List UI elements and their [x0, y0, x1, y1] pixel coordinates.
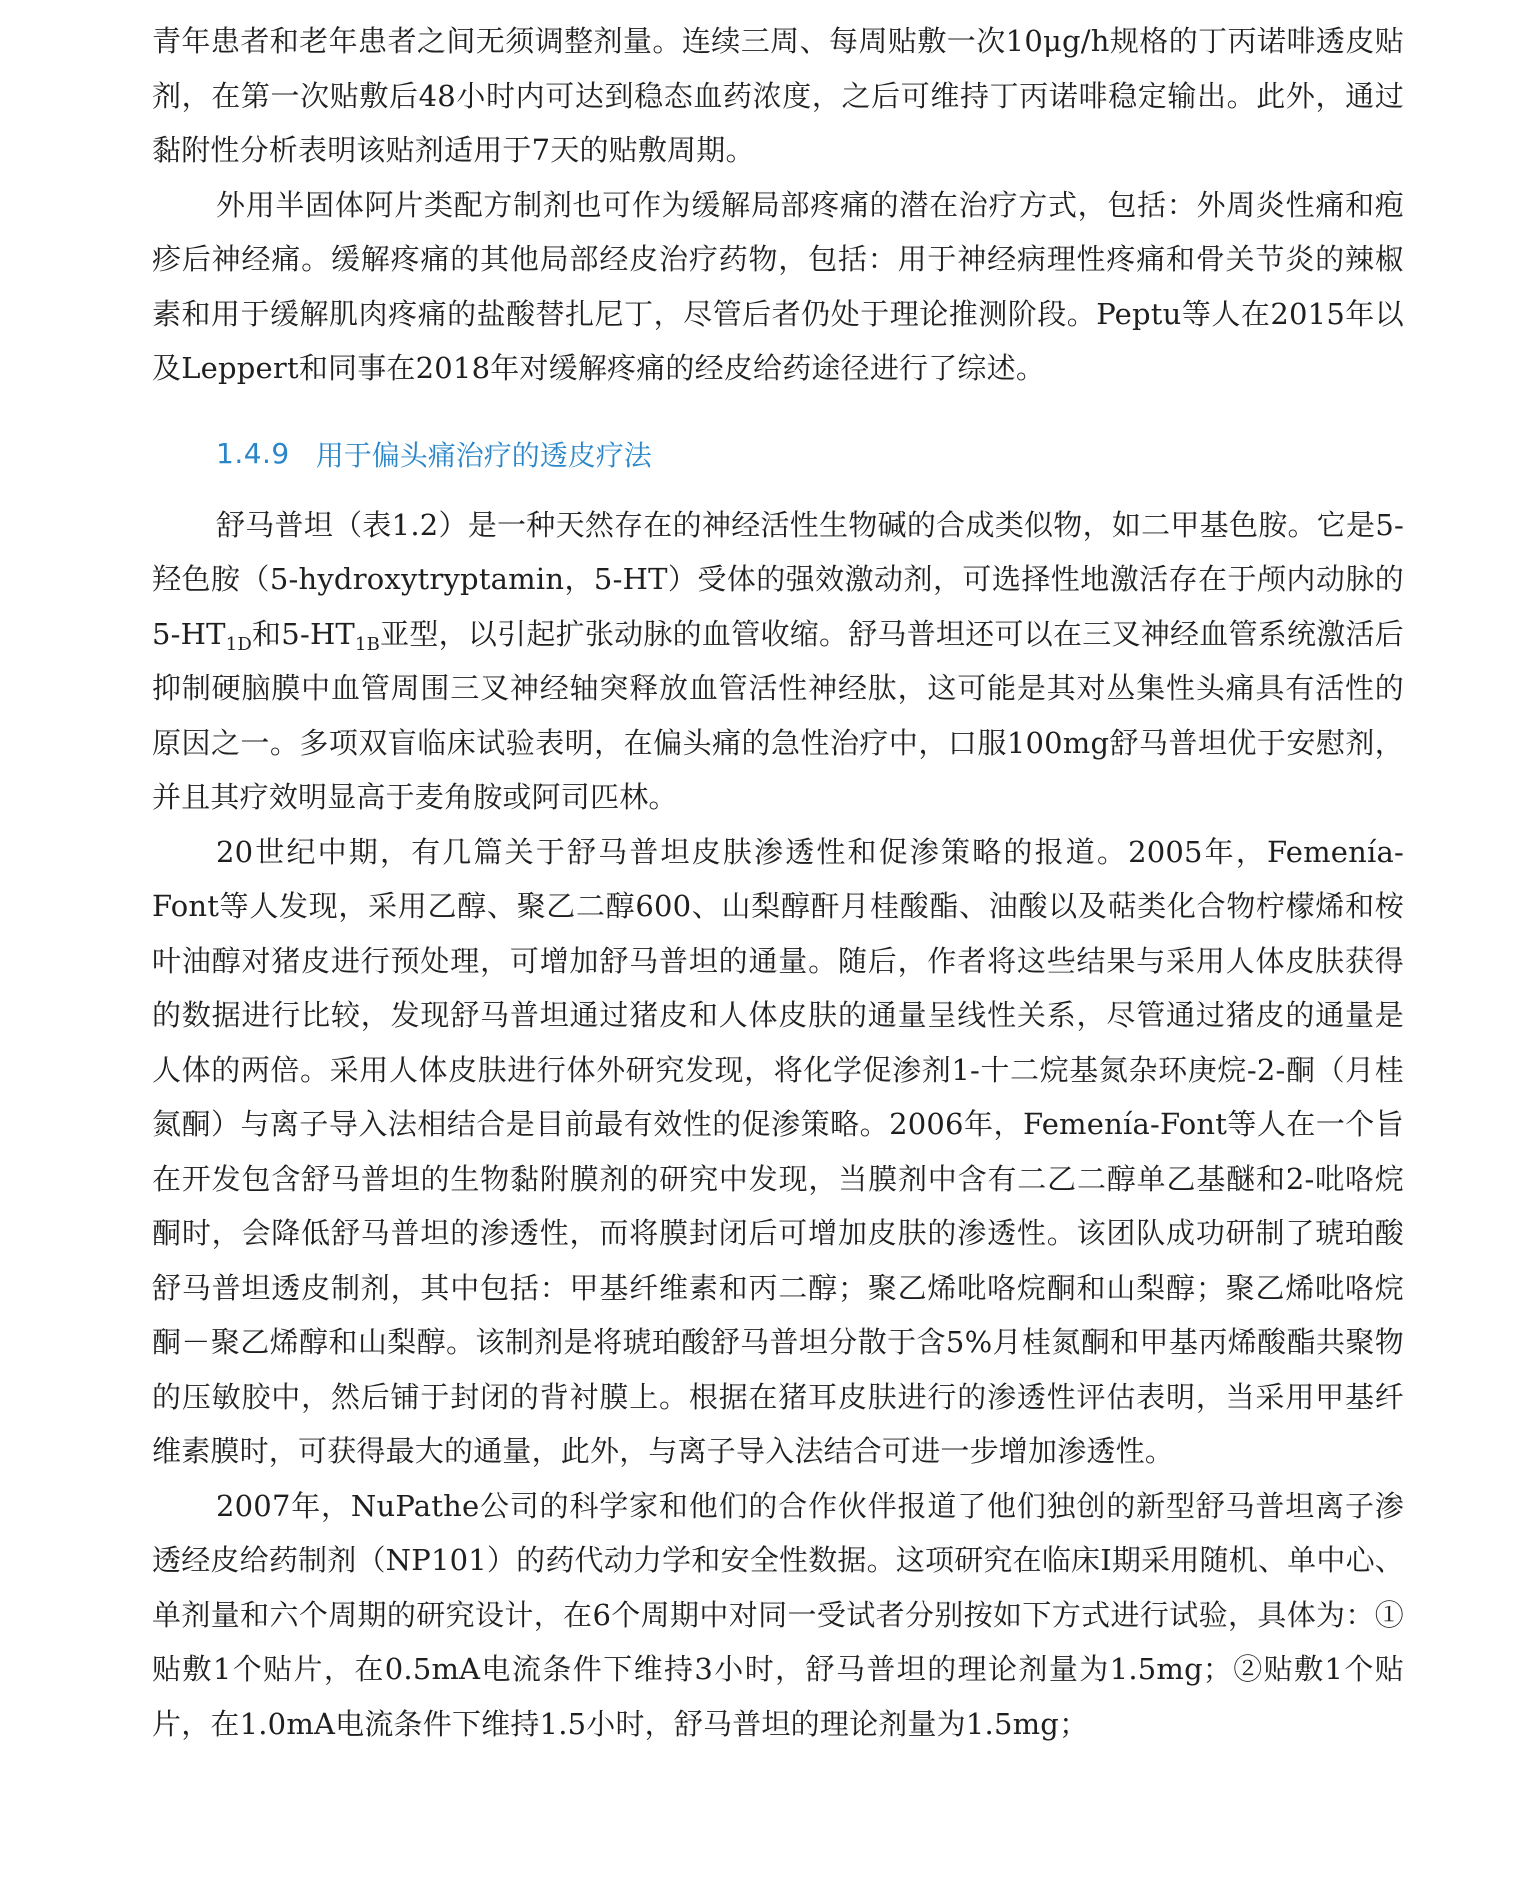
sumatriptan-text-2: 和5-HT	[251, 616, 355, 651]
section-heading	[152, 424, 1404, 484]
paragraph-nupathe-study: 2007年，NuPathe公司的科学家和他们的合作伙伴报道了他们独创的新型舒马普坦离子渗透经皮给药制剂（NP101）的药代动力学和安全性数据。这项研究在临床Ⅰ期采用随机、单中心、单剂量和六个周期的研究设计，在6个周期中对同一受试者分别按如下方式进行试验，具体为：①贴敷1个贴片，在0.5mA电流条件下维持3小时，舒马普坦的理论剂量为1.5mg；②贴敷1个贴片，在1.0mA电流条件下维持1.5小时，舒马普坦的理论剂量为1.5mg；	[152, 1488, 1404, 1741]
section-number: 1.4.9	[216, 437, 290, 470]
paragraph-buprenorphine-continued: 青年患者和老年患者之间无须调整剂量。连续三周、每周贴敷一次10μg/h规格的丁丙诺啡透皮贴剂，在第一次贴敷后48小时内可达到稳态血药浓度，之后可维持丁丙诺啡稳定输出。此外，通过黏附性分析表明该贴剂适用于7天的贴敷周期。	[152, 24, 1404, 167]
paragraph-topical-opioids: 外用半固体阿片类配方制剂也可作为缓解局部疼痛的潜在治疗方式，包括：外周炎性痛和疱疹后神经痛。缓解疼痛的其他局部经皮治疗药物，包括：用于神经病理性疼痛和骨关节炎的辣椒素和用于缓解肌肉疼痛的盐酸替扎尼丁，尽管后者仍处于理论推测阶段。Peptu等人在2015年以及Leppert和同事在2018年对缓解疼痛的经皮给药途径进行了综述。	[152, 187, 1404, 385]
receptor-subscript-1b: 1B	[354, 633, 381, 655]
paragraph-permeation-history: 20世纪中期，有几篇关于舒马普坦皮肤渗透性和促渗策略的报道。2005年，Femenía-Font等人发现，采用乙醇、聚乙二醇600、山梨醇酐月桂酸酯、油酸以及萜类化合物柠檬烯和桉叶油醇对猪皮进行预处理，可增加舒马普坦的通量。随后，作者将这些结果与采用人体皮肤获得的数据进行比较，发现舒马普坦通过猪皮和人体皮肤的通量呈线性关系，尽管通过猪皮的通量是人体的两倍。采用人体皮肤进行体外研究发现，将化学促渗剂1-十二烷基氮杂环庚烷-2-酮（月桂氮酮）与离子导入法相结合是目前最有效性的促渗策略。2006年，Femenía-Font等人在一个旨在开发包含舒马普坦的生物黏附膜剂的研究中发现，当膜剂中含有二乙二醇单乙基醚和2-吡咯烷酮时，会降低舒马普坦的渗透性，而将膜封闭后可增加皮肤的渗透性。该团队成功研制了琥珀酸舒马普坦透皮制剂，其中包括：甲基纤维素和丙二醇；聚乙烯吡咯烷酮和山梨醇；聚乙烯吡咯烷酮－聚乙烯醇和山梨醇。该制剂是将琥珀酸舒马普坦分散于含5%月桂氮酮和甲基丙烯酸酯共聚物的压敏胶中，然后铺于封闭的背衬膜上。根据在猪耳皮肤进行的渗透性评估表明，当采用甲基纤维素膜时，可获得最大的通量，此外，与离子导入法结合可进一步增加渗透性。	[152, 834, 1404, 1468]
section-title: 用于偏头痛治疗的透皮疗法	[315, 438, 652, 472]
sumatriptan-text-1: 舒马普坦（表1.2）是一种天然存在的神经活性生物碱的合成类似物，如二甲基色胺。它是5-羟色胺（5-hydroxytryptamin，5-HT）受体的强效激动剂，可选择性地激活存在于颅内动脉的5-HT	[152, 507, 1404, 651]
paragraph-sumatriptan	[152, 498, 1404, 825]
document-page	[152, 14, 1404, 1751]
sumatriptan-text-3: 亚型，以引起扩张动脉的血管收缩。舒马普坦还可以在三叉神经血管系统激活后抑制硬脑膜中血管周围三叉神经轴突释放血管活性神经肽，这可能是其对丛集性头痛具有活性的原因之一。多项双盲临床试验表明，在偏头痛的急性治疗中，口服100mg舒马普坦优于安慰剂，并且其疗效明显高于麦角胺或阿司匹林。	[152, 616, 1404, 814]
receptor-subscript-1d: 1D	[225, 633, 252, 655]
